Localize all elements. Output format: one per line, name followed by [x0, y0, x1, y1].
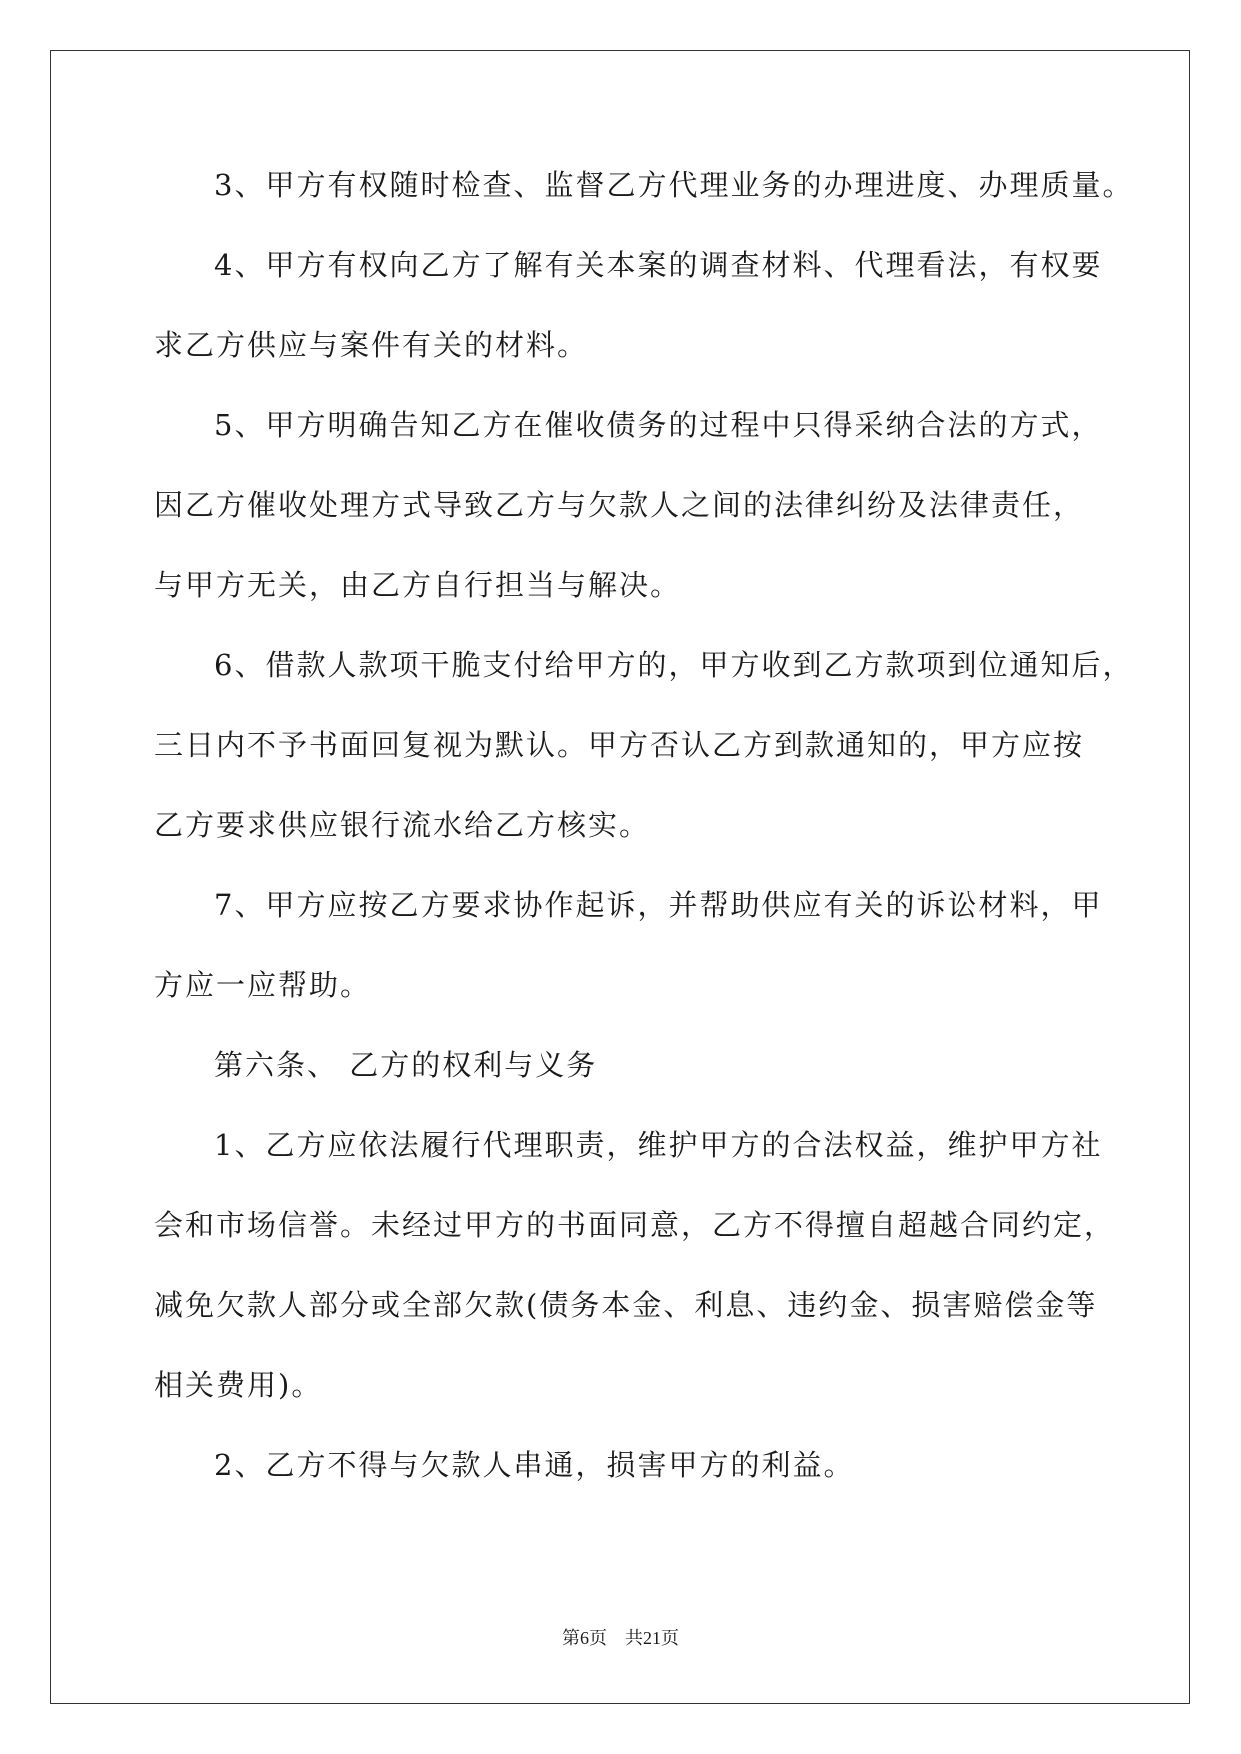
document-body	[154, 165, 1134, 1525]
paragraph-line: 6、借款人款项干脆支付给甲方的，甲方收到乙方款项到位通知后，	[214, 648, 1134, 682]
paragraph-line: 三日内不予书面回复视为默认。甲方否认乙方到款通知的，甲方应按	[154, 728, 1085, 762]
section-heading: 第六条、 乙方的权利与义务	[214, 1048, 598, 1082]
paragraph-line: 1、乙方应依法履行代理职责，维护甲方的合法权益，维护甲方社	[214, 1128, 1103, 1162]
paragraph-line: 相关费用)。	[154, 1368, 323, 1402]
paragraph-line: 求乙方供应与案件有关的材料。	[154, 328, 589, 362]
page-footer	[0, 1626, 1241, 1650]
page-number: 第6页	[562, 1628, 607, 1648]
paragraph-line: 5、甲方明确告知乙方在催收债务的过程中只得采纳合法的方式，	[214, 408, 1103, 442]
paragraph-line: 减免欠款人部分或全部欠款(债务本金、利息、违约金、损害赔偿金等	[154, 1288, 1098, 1322]
paragraph-line: 2、乙方不得与欠款人串通，损害甲方的利益。	[214, 1448, 855, 1482]
paragraph-line: 4、甲方有权向乙方了解有关本案的调查材料、代理看法，有权要	[214, 248, 1103, 282]
paragraph-line: 7、甲方应按乙方要求协作起诉，并帮助供应有关的诉讼材料，甲	[214, 888, 1103, 922]
paragraph-line: 3、甲方有权随时检查、监督乙方代理业务的办理进度、办理质量。	[214, 168, 1134, 202]
paragraph-line: 方应一应帮助。	[154, 968, 372, 1002]
paragraph-line: 乙方要求供应银行流水给乙方核实。	[154, 808, 651, 842]
paragraph-line: 因乙方催收处理方式导致乙方与欠款人之间的法律纠纷及法律责任，	[154, 488, 1085, 522]
page-total: 共21页	[625, 1628, 679, 1648]
paragraph-line: 与甲方无关，由乙方自行担当与解决。	[154, 568, 682, 602]
paragraph-line: 会和市场信誉。未经过甲方的书面同意，乙方不得擅自超越合同约定，	[154, 1208, 1116, 1242]
